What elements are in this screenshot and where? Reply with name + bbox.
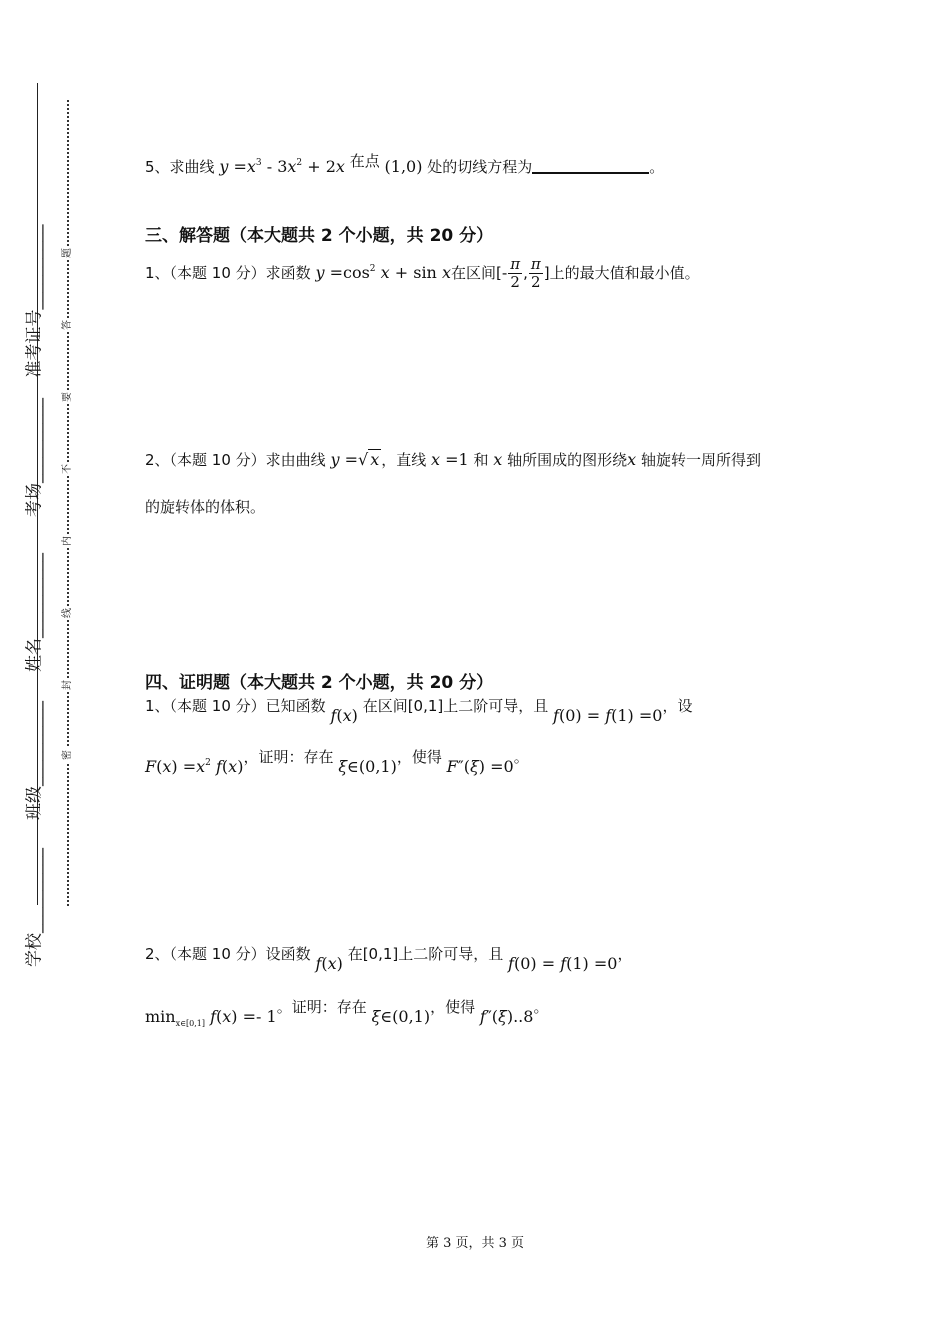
seal-char: 不 xyxy=(60,462,76,476)
section-4-question-1-line2: $F(x) =x^2$ f(x)，证明：存在 ξ∈(0,1)，使得 F″(ξ) =0。 xyxy=(145,748,529,776)
binding-dotted-line xyxy=(67,100,69,906)
field-name: 姓名__________ xyxy=(24,553,45,672)
field-class: 班级__________ xyxy=(24,701,45,820)
seal-char: 要 xyxy=(60,390,76,404)
field-exam-number: 准考证号__________ xyxy=(24,224,45,378)
seal-char: 内 xyxy=(60,534,76,548)
section-4-title: 四、证明题（本大题共 2 个小题，共 20 分） xyxy=(145,673,494,693)
page-footer: 第 3 页，共 3 页 xyxy=(425,1236,525,1251)
section-3-title: 三、解答题（本大题共 2 个小题，共 20 分） xyxy=(145,226,494,246)
answer-blank[interactable] xyxy=(532,158,649,174)
field-school: 学校__________ xyxy=(24,848,45,967)
section-3-question-2: 2、（本题 10 分）求由曲线 y =√ x ，直线 x =1 和 x 轴所围成的图形绕x 轴旋转一周所得到 xyxy=(145,450,761,469)
field-exam-room: 考场__________ xyxy=(24,398,45,517)
seal-char: 封 xyxy=(60,678,76,692)
section-3-question-1: 1、（本题 10 分）求函数 $y =\cos^2$ x + sin x在区间[- $\frac{\pi}{2}$ , $\frac{\pi}{2}$ ]上的最大值和最小值。 xyxy=(145,255,700,291)
seal-char: 题 xyxy=(60,246,76,260)
question-5: 5、求曲线 $y =x^3 - 3x^2 + 2x$ 在点 (1,0) 处的切线方程为 。 xyxy=(145,152,665,176)
section-4-question-2: 2、（本题 10 分）设函数 f(x) 在[0,1]上二阶可导，且 f(0) = f(1) =0， xyxy=(145,945,633,973)
seal-char: 答 xyxy=(60,318,76,332)
section-3-question-2-line2: 的旋转体的体积。 xyxy=(145,498,266,516)
seal-char: 线 xyxy=(60,606,76,620)
section-4-question-2-line2: $\min_{x\in[0,1]} f(x) =- 1$。证明：存在 ξ∈(0,1)，使得 f″(ξ)..8。 xyxy=(145,998,549,1028)
seal-char: 密 xyxy=(60,748,76,762)
section-4-question-1: 1、（本题 10 分）已知函数 f(x) 在区间[0,1]上二阶可导，且 f(0) = f(1) =0，设 xyxy=(145,697,693,725)
